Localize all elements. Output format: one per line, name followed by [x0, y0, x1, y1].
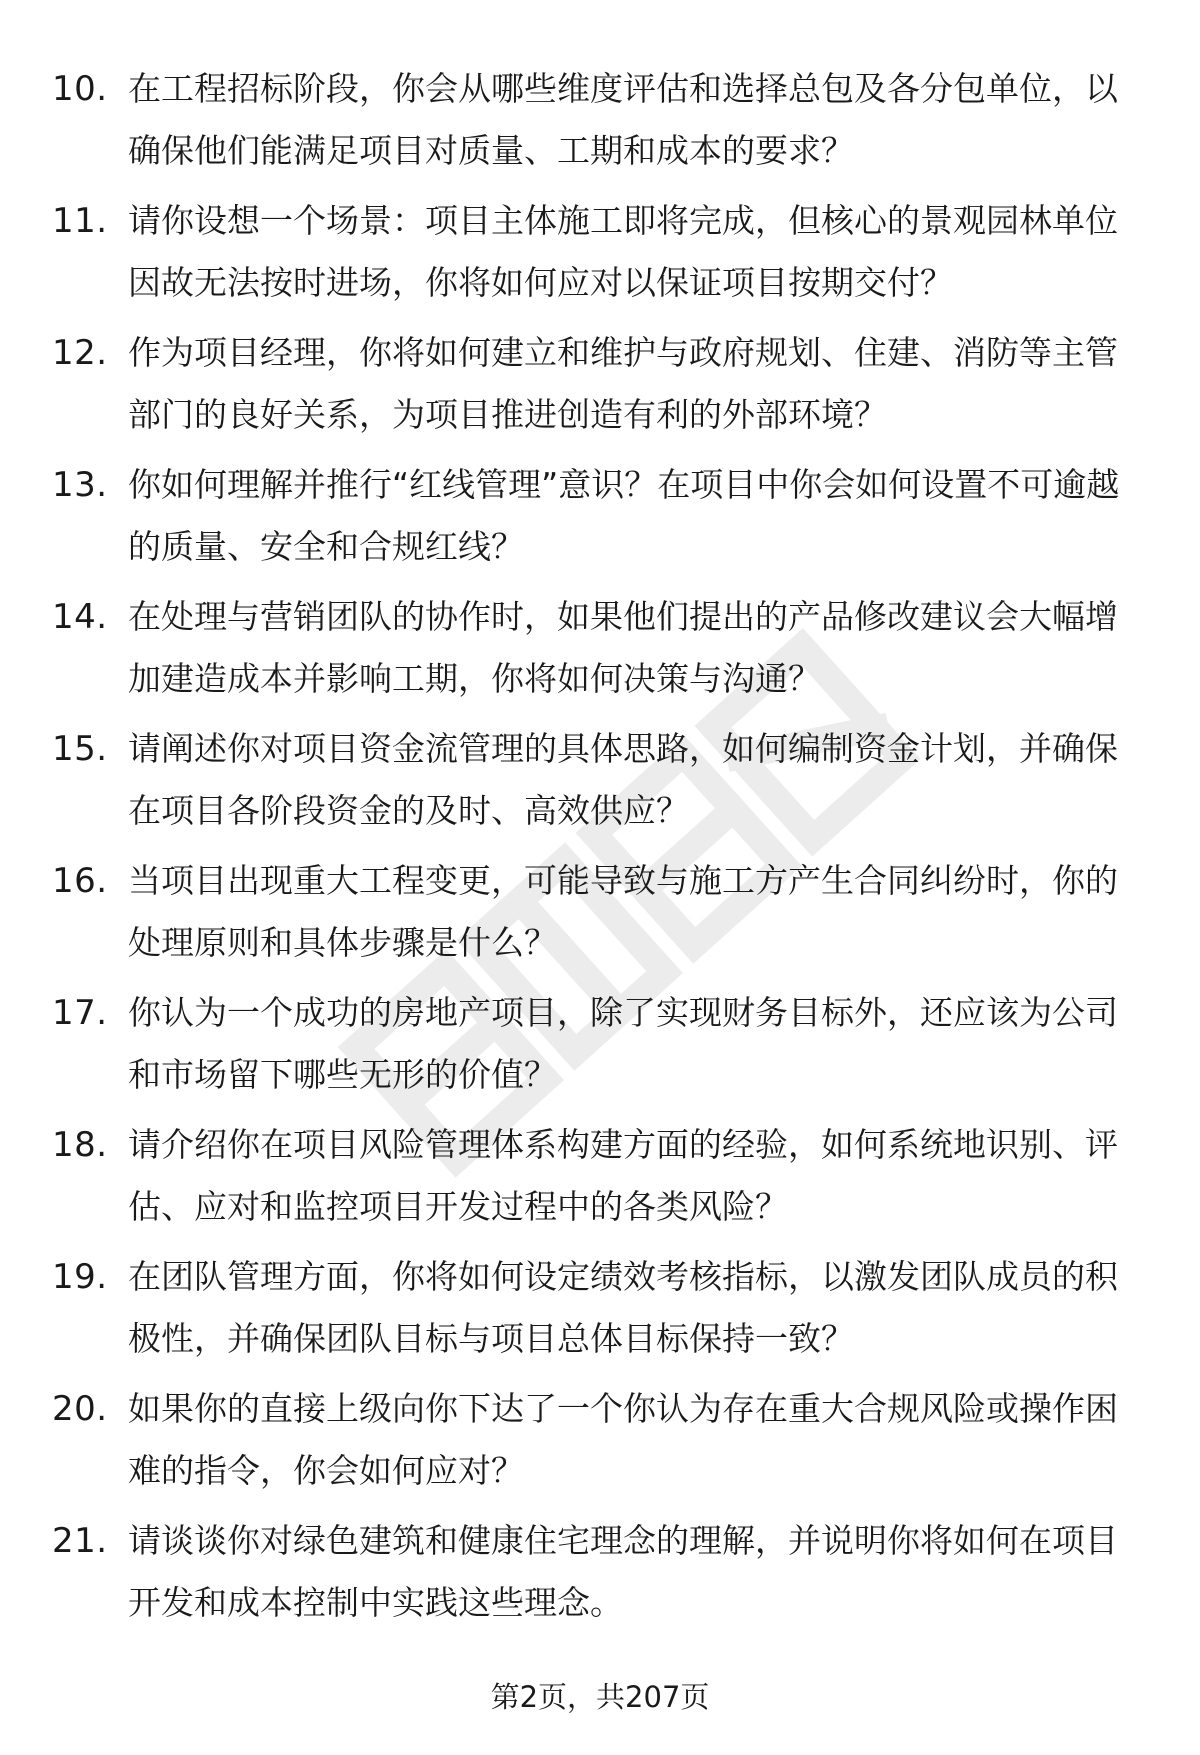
question-number: 21.: [52, 1521, 108, 1561]
question-text: 你认为一个成功的房地产项目，除了实现财务目标外，还应该为公司和市场留下哪些无形的价值？: [128, 993, 1118, 1094]
question-number: 14.: [52, 597, 108, 637]
page-number-label: 第2页，共207页: [490, 1680, 710, 1714]
question-item-10: [52, 58, 1147, 190]
question-item-20: [52, 1378, 1147, 1510]
question-list: [52, 58, 1147, 1642]
question-text: 在处理与营销团队的协作时，如果他们提出的产品修改建议会大幅增加建造成本并影响工期，你将如何决策与沟通？: [128, 597, 1118, 698]
question-item-15: [52, 718, 1147, 850]
question-item-16: [52, 850, 1147, 982]
question-text: 如果你的直接上级向你下达了一个你认为存在重大合规风险或操作困难的指令，你会如何应对？: [128, 1389, 1118, 1490]
question-text: 作为项目经理，你将如何建立和维护与政府规划、住建、消防等主管部门的良好关系，为项目推进创造有利的外部环境？: [128, 333, 1118, 434]
question-text: 请你设想一个场景：项目主体施工即将完成，但核心的景观园林单位因故无法按时进场，你将如何应对以保证项目按期交付？: [128, 201, 1118, 302]
question-number: 11.: [52, 201, 108, 241]
question-text: 你如何理解并推行“红线管理”意识？在项目中你会如何设置不可逾越的质量、安全和合规红线？: [128, 465, 1120, 566]
question-item-21: [52, 1510, 1147, 1642]
question-number: 20.: [52, 1389, 108, 1429]
question-item-13: [52, 454, 1147, 586]
question-text: 在团队管理方面，你将如何设定绩效考核指标，以激发团队成员的积极性，并确保团队目标与项目总体目标保持一致？: [128, 1257, 1118, 1358]
question-number: 19.: [52, 1257, 108, 1297]
question-number: 17.: [52, 993, 108, 1033]
question-text: 在工程招标阶段，你会从哪些维度评估和选择总包及各分包单位，以确保他们能满足项目对质量、工期和成本的要求？: [128, 69, 1118, 170]
question-number: 18.: [52, 1125, 108, 1165]
question-item-19: [52, 1246, 1147, 1378]
question-text: 请阐述你对项目资金流管理的具体思路，如何编制资金计划，并确保在项目各阶段资金的及时、高效供应？: [128, 729, 1118, 830]
question-number: 13.: [52, 465, 108, 505]
question-text: 请介绍你在项目风险管理体系构建方面的经验，如何系统地识别、评估、应对和监控项目开发过程中的各类风险？: [128, 1125, 1118, 1226]
page-footer: [0, 1677, 1200, 1717]
question-number: 15.: [52, 729, 108, 769]
question-item-11: [52, 190, 1147, 322]
question-item-18: [52, 1114, 1147, 1246]
question-item-17: [52, 982, 1147, 1114]
question-number: 16.: [52, 861, 108, 901]
question-item-12: [52, 322, 1147, 454]
question-number: 10.: [52, 69, 108, 109]
question-number: 12.: [52, 333, 108, 373]
question-text: 当项目出现重大工程变更，可能导致与施工方产生合同纠纷时，你的处理原则和具体步骤是什么？: [128, 861, 1118, 962]
question-item-14: [52, 586, 1147, 718]
question-text: 请谈谈你对绿色建筑和健康住宅理念的理解，并说明你将如何在项目开发和成本控制中实践这些理念。: [128, 1521, 1118, 1622]
